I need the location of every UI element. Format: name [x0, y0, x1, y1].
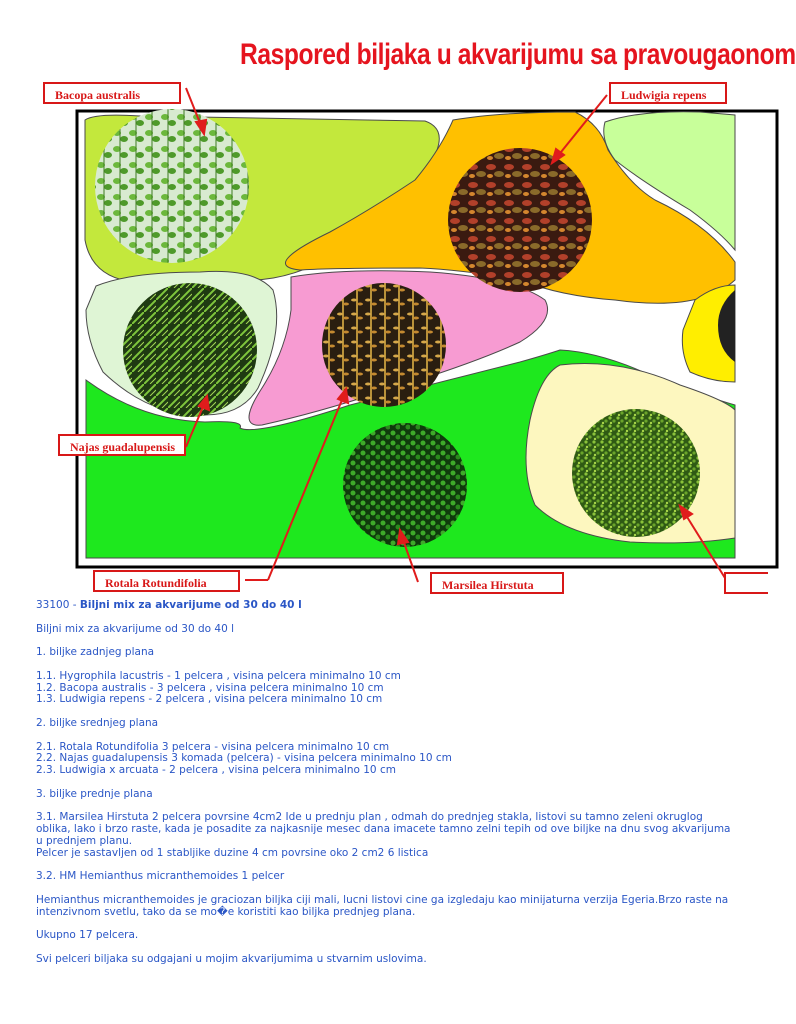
najas-photo: [123, 283, 257, 417]
list-item: 1.1. Hygrophila lacustris - 1 pelcera , visina pelcera minimalno 10 cm: [36, 669, 401, 682]
product-name: Biljni mix za akvarijume od 30 do 40 l: [79, 599, 302, 611]
section-3-heading: 3. biljke prednje plana: [36, 787, 153, 800]
label-cropped: [724, 572, 768, 594]
product-heading: [36, 600, 736, 612]
list-item: 1.2. Bacopa australis - 3 pelcera , visina pelcera minimalno 10 cm: [36, 681, 384, 694]
list-item-detail: Pelcer je sastavljen od 1 stabljike duzine 4 cm povrsine oko 2 cm2 6 listica: [36, 846, 429, 859]
label-rotala: Rotala Rotundifolia: [93, 570, 240, 592]
section-2-heading: 2. biljke srednjeg plana: [36, 716, 159, 729]
list-item: 2.3. Ludwigia x arcuata - 2 pelcera , visina pelcera minimalno 10 cm: [36, 764, 396, 777]
label-najas: Najas guadalupensis: [58, 434, 186, 456]
label-ludwigia: Ludwigia repens: [609, 82, 727, 104]
marsilea-photo: [343, 423, 467, 547]
total-line: Ukupno 17 pelcera.: [36, 929, 139, 942]
footer-note: Svi pelceri biljaka su odgajani u mojim akvarijumima u stvarnim uslovima.: [36, 952, 427, 965]
list-item: 2.2. Najas guadalupensis 3 komada (pelcera) - visina pelcera minimalno 10 cm: [36, 752, 452, 765]
list-item: 2.1. Rotala Rotundifolia 3 pelcera - visina pelcera minimalno 10 cm: [36, 740, 390, 753]
hemianthus-photo: [572, 409, 700, 537]
page-title: Raspored biljaka u akvarijumu sa pravougaonom: [240, 38, 796, 71]
label-marsilea: Marsilea Hirstuta: [430, 572, 564, 594]
ludwigia-photo: [448, 148, 592, 292]
hemianthus-description: Hemianthus micranthemoides je graciozan biljka ciji mali, lucni listovi cine ga izgledaju kao minijaturna verzija Egeria.Brzo raste na intenzivnom svetlu, tako da se mo�e koristiti kao biljka prednjeg plana.: [36, 893, 732, 918]
list-item: 3.2. HM Hemianthus micranthemoides 1 pelcer: [36, 870, 285, 883]
list-item: 3.1. Marsilea Hirstuta 2 pelcera povrsine 4cm2 Ide u prednju plan , odmah do prednjeg stakla, listovi su tamno zeleni okruglog oblika, lako i brzo raste, kada je posadite za najkasnije mesec dana imacete tamno zelni tepih od ove biljke na dnu svog akvarijuma u prednjem planu.: [36, 811, 734, 847]
bacopa-photo: [95, 109, 249, 263]
product-code: 33100 -: [36, 599, 80, 611]
rotala-photo: [322, 283, 446, 407]
intro-line: Biljni mix za akvarijume od 30 do 40 l: [36, 622, 235, 635]
section-1-heading: 1. biljke zadnjeg plana: [36, 646, 155, 659]
list-item: 1.3. Ludwigia repens - 2 pelcera , visina pelcera minimalno 10 cm: [36, 693, 383, 706]
label-bacopa: Bacopa australis: [43, 82, 181, 104]
description-text: [36, 600, 736, 966]
